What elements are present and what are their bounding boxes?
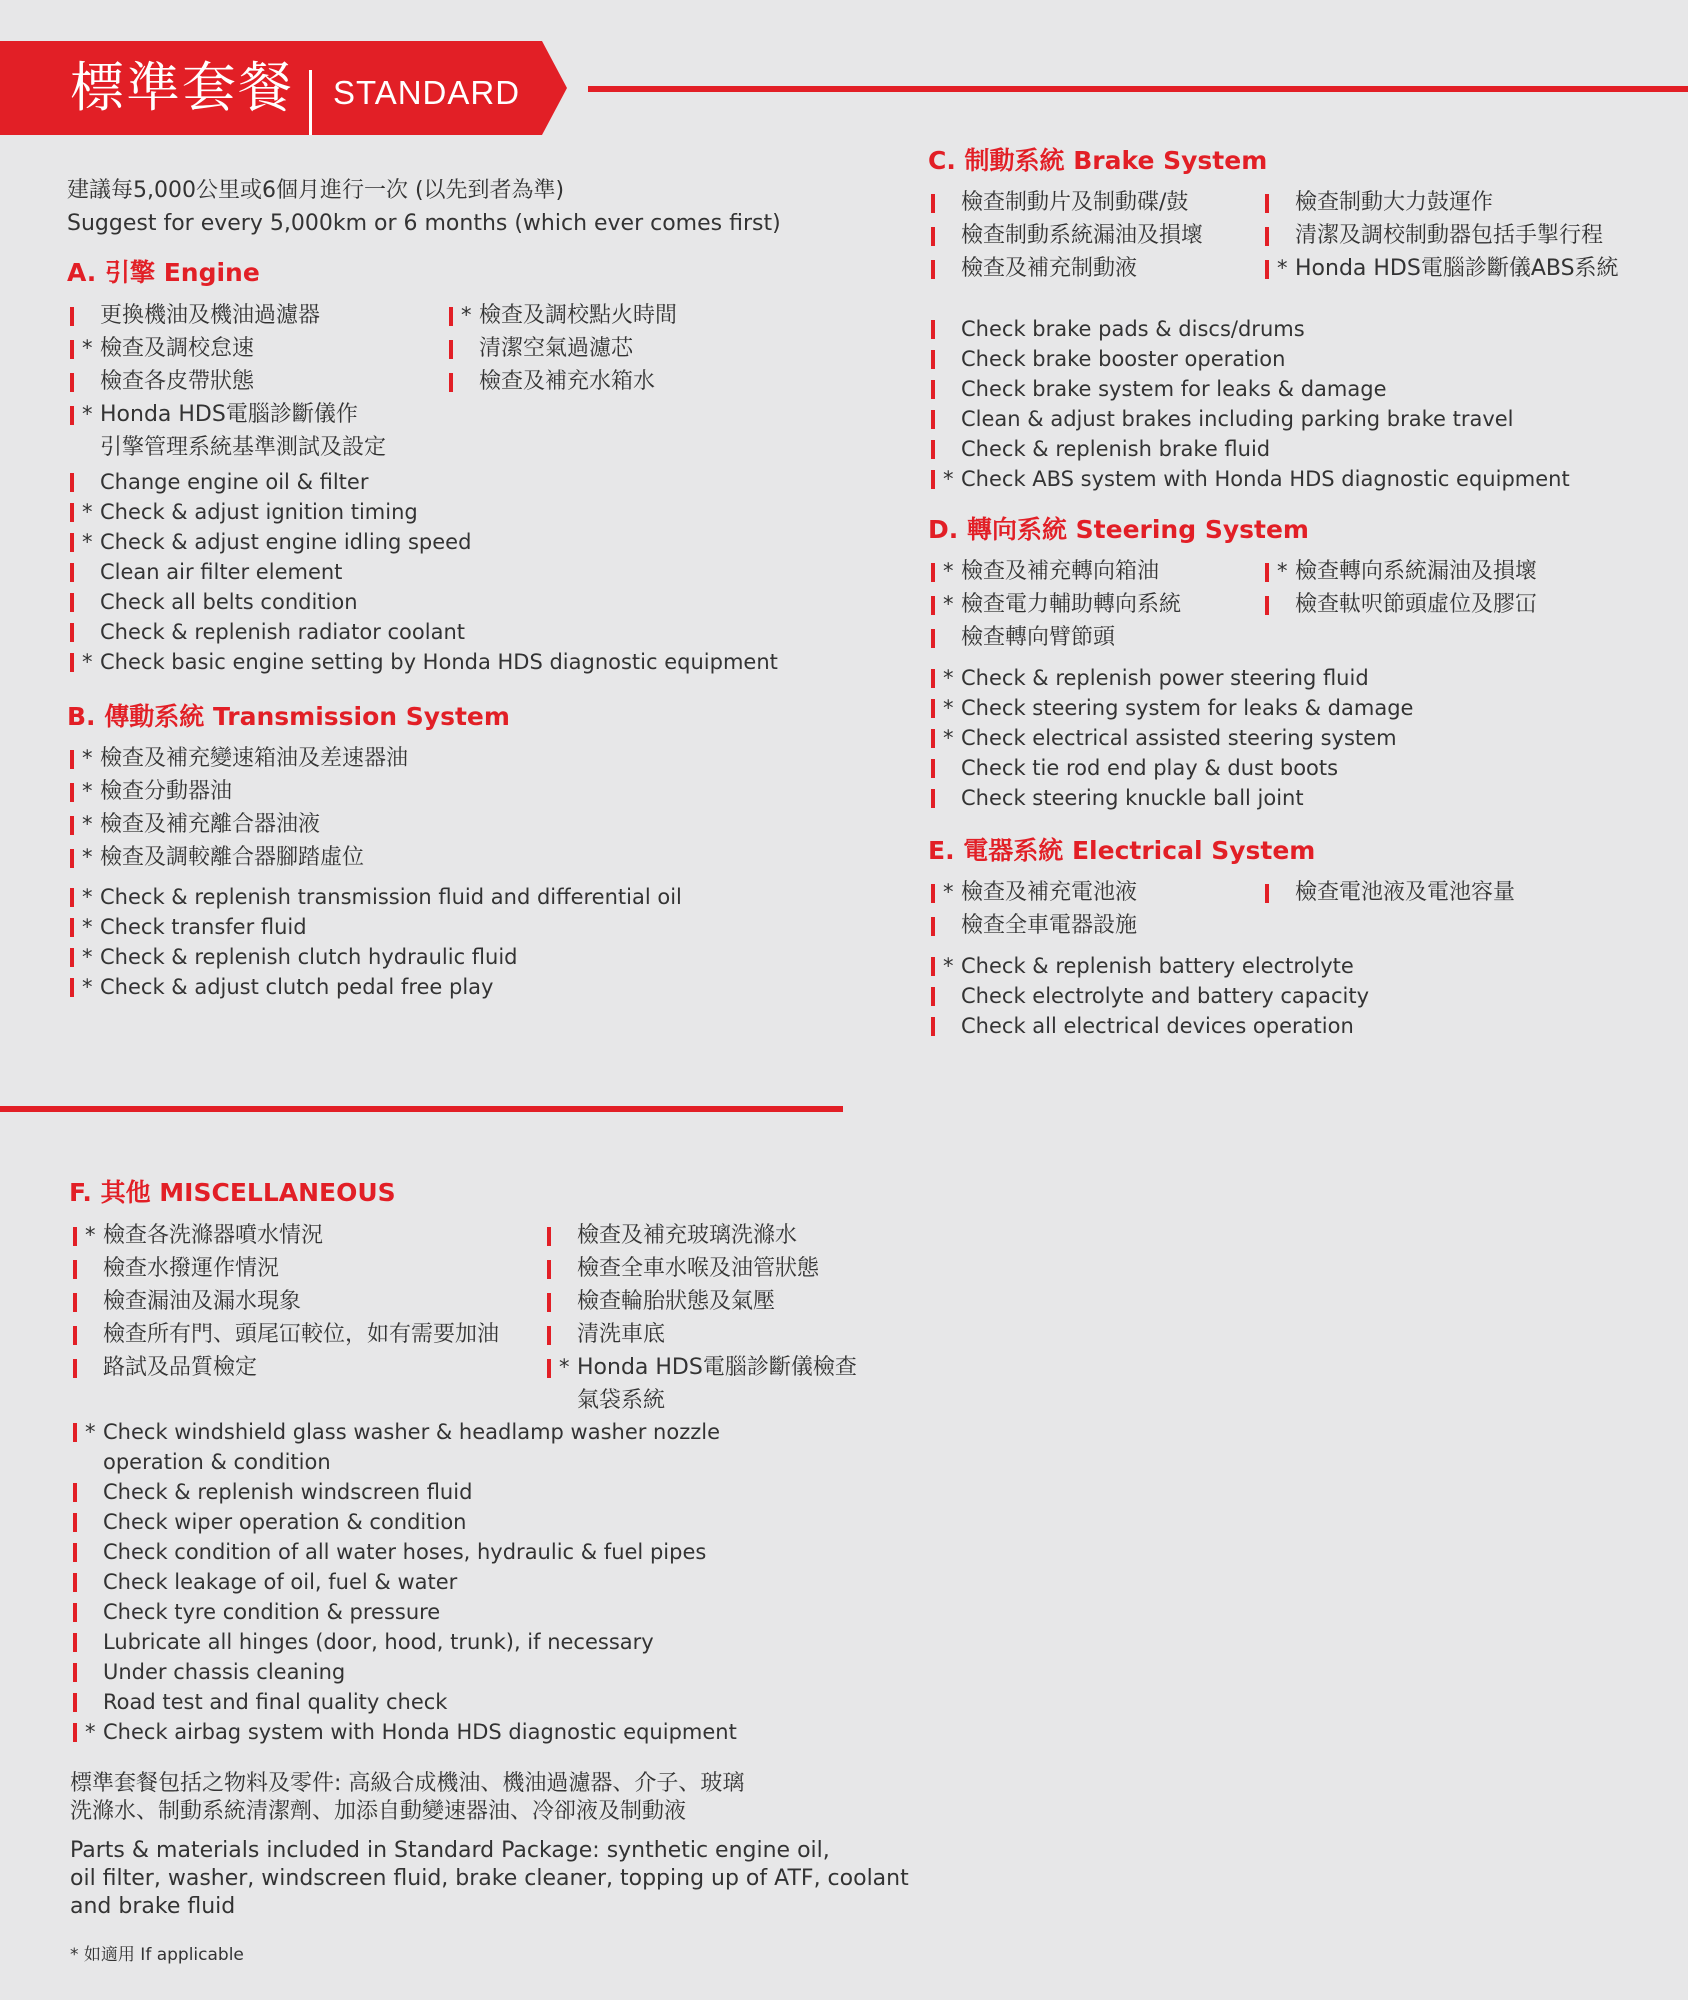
list-item (1262, 186, 1619, 219)
list-item (928, 909, 1137, 942)
list-item-text: Check tie rod end play & dust boots (961, 756, 1339, 780)
list-item-text: 檢查及補充變速箱油及差速器油 (100, 746, 409, 771)
list-item-text: Clean air filter element (100, 560, 343, 584)
list-item (67, 299, 386, 332)
list-item (544, 1252, 857, 1285)
bullet-bar-icon (1265, 596, 1269, 615)
bullet-bar-icon (931, 596, 935, 615)
misc-zh-left (70, 1219, 499, 1384)
transmission-zh (67, 742, 408, 874)
list-item (70, 1537, 737, 1567)
banner-title-zh: 標準套餐 (70, 56, 294, 119)
list-item-text: Check & replenish battery electrolyte (961, 954, 1354, 978)
bullet-bar-icon (1265, 227, 1269, 246)
list-item-text: 檢查漏油及漏水現象 (103, 1289, 302, 1314)
bullet-bar-icon (70, 623, 74, 642)
bullet-bar-icon (70, 340, 74, 359)
list-item (928, 621, 1181, 654)
bullet-bar-icon (931, 917, 935, 936)
bullet-bar-icon (931, 410, 935, 429)
list-item-text: Check all belts condition (100, 590, 358, 614)
list-item (70, 1477, 737, 1507)
list-item (928, 663, 1413, 693)
list-item-text: Check basic engine setting by Honda HDS diagnostic equipment (100, 650, 778, 674)
bullet-bar-icon (70, 888, 74, 907)
intro-zh: 建議每5,000公里或6個月進行一次 (以先到者為準) (67, 178, 565, 203)
electrical-en (928, 951, 1369, 1041)
list-item (1262, 252, 1619, 285)
bullet-bar-icon (70, 533, 74, 552)
list-item-text: Honda HDS電腦診斷儀ABS系統 (1295, 256, 1619, 281)
list-item-text: 檢查制動片及制動碟/鼓 (961, 190, 1189, 215)
list-item-text: 檢查及補充電池液 (961, 880, 1138, 905)
applicable-asterisk: * (82, 812, 93, 836)
list-item-text: Check brake pads & discs/drums (961, 317, 1305, 341)
list-item-text: 檢查軚呎節頭虛位及膠冚 (1295, 592, 1538, 617)
applicable-asterisk: * (82, 746, 93, 770)
applicable-asterisk: * (85, 1223, 96, 1247)
package-note-zh-line2: 洗滌水、制動系統清潔劑、加添自動變速器油、冷卻液及制動液 (70, 1799, 687, 1824)
list-item-text: Check transfer fluid (100, 915, 307, 939)
list-item (928, 783, 1413, 813)
list-item-text: 檢查轉向臂節頭 (961, 625, 1116, 650)
bullet-bar-icon (931, 789, 935, 808)
list-item (67, 742, 408, 775)
list-item-text: 檢查及調校點火時間 (479, 303, 678, 328)
bullet-bar-icon (931, 260, 935, 279)
bullet-bar-icon (73, 1483, 77, 1502)
bullet-bar-icon (931, 440, 935, 459)
applicable-asterisk: * (82, 402, 93, 426)
list-item-text: 檢查全車電器設施 (961, 913, 1138, 938)
list-item-text: Check wiper operation & condition (103, 1510, 467, 1534)
bullet-bar-icon (70, 373, 74, 392)
list-item (70, 1567, 737, 1597)
bullet-bar-icon (70, 849, 74, 868)
list-item (70, 1219, 499, 1252)
bullet-bar-icon (70, 653, 74, 672)
list-item-text: 檢查所有門、頭尾冚較位，如有需要加油 (103, 1322, 500, 1347)
list-item-text: 氣袋系統 (577, 1388, 666, 1413)
bullet-bar-icon (931, 1017, 935, 1036)
list-item (67, 808, 408, 841)
list-item (67, 527, 778, 557)
bullet-bar-icon (547, 1326, 551, 1345)
list-item-text: 清洗車底 (577, 1322, 666, 1347)
bullet-bar-icon (547, 1227, 551, 1246)
header-rule (588, 86, 1688, 92)
list-item (928, 951, 1369, 981)
list-item (928, 374, 1570, 404)
list-item (446, 332, 677, 365)
list-item-text: 檢查制動系統漏油及損壞 (961, 223, 1204, 248)
section-divider (0, 1106, 843, 1112)
list-item (544, 1285, 857, 1318)
list-item-text: Check leakage of oil, fuel & water (103, 1570, 458, 1594)
list-item-text: Check airbag system with Honda HDS diagnostic equipment (103, 1720, 737, 1744)
bullet-bar-icon (931, 350, 935, 369)
list-item (70, 1252, 499, 1285)
package-note-en (70, 1837, 909, 1921)
engine-en (67, 467, 778, 677)
bullet-bar-icon (931, 320, 935, 339)
bullet-bar-icon (931, 699, 935, 718)
bullet-bar-icon (70, 307, 74, 326)
package-note-zh-line1: 標準套餐包括之物料及零件: 高級合成機油、機油過濾器、介子、玻璃 (70, 1771, 745, 1796)
bullet-bar-icon (70, 593, 74, 612)
bullet-bar-icon (73, 1423, 77, 1442)
list-item-text: 路試及品質檢定 (103, 1355, 258, 1380)
list-item (544, 1219, 857, 1252)
list-item (544, 1318, 857, 1351)
list-item (928, 344, 1570, 374)
applicable-asterisk: * (943, 467, 954, 491)
bullet-bar-icon (73, 1603, 77, 1622)
list-item (928, 219, 1203, 252)
list-item (928, 693, 1413, 723)
applicable-asterisk: * (82, 650, 93, 674)
list-item-text: 檢查及補充水箱水 (479, 369, 656, 394)
applicable-asterisk: * (85, 1720, 96, 1744)
intro-en: Suggest for every 5,000km or 6 months (which ever comes first) (67, 211, 781, 236)
brake-en (928, 314, 1570, 494)
list-item-text: 檢查及補充離合器油液 (100, 812, 321, 837)
bullet-bar-icon (70, 783, 74, 802)
bullet-bar-icon (70, 503, 74, 522)
bullet-bar-icon (73, 1326, 77, 1345)
bullet-bar-icon (73, 1573, 77, 1592)
bullet-bar-icon (931, 629, 935, 648)
list-item-text: 檢查輪胎狀態及氣壓 (577, 1289, 776, 1314)
bullet-bar-icon (70, 948, 74, 967)
list-item (928, 753, 1413, 783)
applicable-asterisk: * (1277, 559, 1288, 583)
bullet-bar-icon (931, 957, 935, 976)
list-item (67, 587, 778, 617)
list-item (70, 1318, 499, 1351)
applicable-asterisk: * (559, 1355, 570, 1379)
engine-heading: A. 引擎 Engine (67, 258, 260, 287)
list-item-text: Check brake system for leaks & damage (961, 377, 1387, 401)
bullet-bar-icon (449, 307, 453, 326)
bullet-bar-icon (70, 816, 74, 835)
bullet-bar-icon (547, 1260, 551, 1279)
banner-divider (309, 70, 312, 135)
list-item-text: 引擎管理系統基準測試及設定 (100, 435, 387, 460)
electrical-zh-right (1262, 876, 1515, 909)
brake-zh-left (928, 186, 1203, 285)
list-item-text: 檢查水撥運作情況 (103, 1256, 280, 1281)
bullet-bar-icon (931, 563, 935, 582)
list-item-text: Check electrolyte and battery capacity (961, 984, 1370, 1008)
list-item (928, 588, 1181, 621)
list-item-text: Clean & adjust brakes including parking brake travel (961, 407, 1514, 431)
list-item-text: 檢查及調較離合器腳踏虛位 (100, 845, 365, 870)
bullet-bar-icon (73, 1543, 77, 1562)
list-item (928, 1011, 1369, 1041)
list-item (928, 876, 1137, 909)
applicable-asterisk: * (1277, 256, 1288, 280)
applicable-asterisk: * (461, 303, 472, 327)
list-item (928, 252, 1203, 285)
misc-heading: F. 其他 MISCELLANEOUS (69, 1178, 396, 1207)
list-item (928, 555, 1181, 588)
bullet-bar-icon (73, 1260, 77, 1279)
list-item-text: Change engine oil & filter (100, 470, 369, 494)
list-item (1262, 588, 1537, 621)
intro (67, 174, 781, 240)
list-item-text: Check & adjust clutch pedal free play (100, 975, 494, 999)
bullet-bar-icon (931, 729, 935, 748)
applicable-asterisk: * (82, 915, 93, 939)
list-item (928, 186, 1203, 219)
list-item (67, 972, 682, 1002)
list-item-text: 清潔及調校制動器包括手掣行程 (1295, 223, 1604, 248)
list-item (67, 617, 778, 647)
bullet-bar-icon (931, 884, 935, 903)
electrical-zh-left (928, 876, 1137, 942)
list-item-text: 檢查全車水喉及油管狀態 (577, 1256, 820, 1281)
list-item (67, 332, 386, 365)
bullet-bar-icon (547, 1293, 551, 1312)
list-item-text: Road test and final quality check (103, 1690, 448, 1714)
list-item-text: 檢查轉向系統漏油及損壞 (1295, 559, 1538, 584)
list-item-text: Check & replenish radiator coolant (100, 620, 465, 644)
bullet-bar-icon (1265, 884, 1269, 903)
list-item-text: Under chassis cleaning (103, 1660, 346, 1684)
list-item (1262, 876, 1515, 909)
applicable-asterisk: * (943, 696, 954, 720)
list-item (67, 912, 682, 942)
list-item (67, 467, 778, 497)
list-item (67, 841, 408, 874)
list-item (928, 723, 1413, 753)
bullet-bar-icon (449, 373, 453, 392)
bullet-bar-icon (547, 1359, 551, 1378)
list-item (70, 1657, 737, 1687)
list-item (544, 1384, 857, 1417)
applicable-asterisk: * (943, 666, 954, 690)
bullet-bar-icon (73, 1693, 77, 1712)
list-item-text: Honda HDS電腦診斷儀作 (100, 402, 358, 427)
applicable-asterisk: * (943, 726, 954, 750)
transmission-en (67, 882, 682, 1002)
list-item (928, 314, 1570, 344)
bullet-bar-icon (1265, 563, 1269, 582)
list-item-text: 清潔空氣過濾芯 (479, 336, 634, 361)
list-item (70, 1351, 499, 1384)
bullet-bar-icon (73, 1227, 77, 1246)
list-item-text: Check steering system for leaks & damage (961, 696, 1414, 720)
list-item-text: Check & replenish brake fluid (961, 437, 1271, 461)
list-item-text: Check & adjust engine idling speed (100, 530, 472, 554)
list-item-text: Honda HDS電腦診斷儀檢查 (577, 1355, 857, 1380)
bullet-bar-icon (1265, 260, 1269, 279)
bullet-bar-icon (931, 669, 935, 688)
bullet-bar-icon (931, 759, 935, 778)
applicable-asterisk: * (943, 880, 954, 904)
list-item-text: 檢查電池液及電池容量 (1295, 880, 1516, 905)
bullet-bar-icon (73, 1513, 77, 1532)
bullet-bar-icon (73, 1723, 77, 1742)
list-item (67, 942, 682, 972)
list-item (928, 981, 1369, 1011)
list-item-text: 檢查制動大力鼓運作 (1295, 190, 1494, 215)
list-item (70, 1627, 737, 1657)
list-item (67, 431, 386, 464)
bullet-bar-icon (449, 340, 453, 359)
misc-zh-right (544, 1219, 857, 1417)
applicable-asterisk: * (943, 559, 954, 583)
list-item (67, 882, 682, 912)
list-item-text: Check & replenish clutch hydraulic fluid (100, 945, 518, 969)
bullet-bar-icon (931, 227, 935, 246)
applicable-asterisk: * (82, 975, 93, 999)
list-item (446, 299, 677, 332)
applicable-asterisk: * (82, 530, 93, 554)
list-item-text: Lubricate all hinges (door, hood, trunk), if necessary (103, 1630, 654, 1654)
list-item (1262, 555, 1537, 588)
bullet-bar-icon (1265, 194, 1269, 213)
package-note-en-line3: and brake fluid (70, 1894, 236, 1919)
list-item (70, 1597, 737, 1627)
list-item-text: operation & condition (103, 1450, 331, 1474)
list-item-text: Check all electrical devices operation (961, 1014, 1354, 1038)
bullet-bar-icon (73, 1663, 77, 1682)
list-item-text: 檢查及補充轉向箱油 (961, 559, 1160, 584)
steering-en (928, 663, 1413, 813)
package-note-en-line2: oil filter, washer, windscreen fluid, brake cleaner, topping up of ATF, coolant (70, 1866, 909, 1891)
list-item-text: Check condition of all water hoses, hydraulic & fuel pipes (103, 1540, 707, 1564)
list-item (928, 404, 1570, 434)
list-item-text: 檢查各洗滌器噴水情況 (103, 1223, 324, 1248)
applicable-asterisk: * (943, 592, 954, 616)
steering-zh-right (1262, 555, 1537, 621)
bullet-bar-icon (931, 470, 935, 489)
list-item-text: 更換機油及機油過濾器 (100, 303, 321, 328)
list-item (70, 1285, 499, 1318)
list-item-text: Check brake booster operation (961, 347, 1286, 371)
list-item-text: Check tyre condition & pressure (103, 1600, 441, 1624)
list-item-text: Check electrical assisted steering system (961, 726, 1397, 750)
list-item (1262, 219, 1619, 252)
brake-heading: C. 制動系統 Brake System (928, 146, 1268, 175)
applicable-asterisk: * (82, 945, 93, 969)
bullet-bar-icon (70, 750, 74, 769)
applicable-asterisk: * (82, 845, 93, 869)
engine-zh-left (67, 299, 386, 464)
bullet-bar-icon (70, 473, 74, 492)
list-item (928, 434, 1570, 464)
list-item (70, 1687, 737, 1717)
bullet-bar-icon (931, 987, 935, 1006)
misc-en (70, 1417, 737, 1747)
list-item-text: 檢查各皮帶狀態 (100, 369, 255, 394)
list-item-text: 檢查分動器油 (100, 779, 233, 804)
applicable-asterisk: * (82, 779, 93, 803)
list-item (70, 1507, 737, 1537)
list-item-text: Check steering knuckle ball joint (961, 786, 1304, 810)
list-item-text: 檢查電力輔助轉向系統 (961, 592, 1182, 617)
list-item (70, 1717, 737, 1747)
list-item-text: 檢查及補充制動液 (961, 256, 1138, 281)
bullet-bar-icon (931, 380, 935, 399)
list-item (67, 365, 386, 398)
footnote: * 如適用 If applicable (70, 1945, 244, 1965)
list-item-text: Check & replenish power steering fluid (961, 666, 1369, 690)
applicable-asterisk: * (82, 500, 93, 524)
list-item (446, 365, 677, 398)
list-item (67, 398, 386, 431)
list-item (544, 1351, 857, 1384)
engine-zh-right (446, 299, 677, 398)
list-item (70, 1447, 737, 1477)
list-item (67, 775, 408, 808)
bullet-bar-icon (931, 194, 935, 213)
bullet-bar-icon (73, 1293, 77, 1312)
bullet-bar-icon (73, 1359, 77, 1378)
applicable-asterisk: * (85, 1420, 96, 1444)
package-note-en-line1: Parts & materials included in Standard Package: synthetic engine oil, (70, 1838, 830, 1863)
bullet-bar-icon (70, 978, 74, 997)
banner-title-en: STANDARD (333, 74, 521, 111)
list-item (67, 647, 778, 677)
package-note-zh (70, 1770, 744, 1826)
list-item (67, 557, 778, 587)
applicable-asterisk: * (82, 336, 93, 360)
list-item (70, 1417, 737, 1447)
list-item-text: Check & adjust ignition timing (100, 500, 418, 524)
transmission-heading: B. 傳動系統 Transmission System (67, 702, 510, 731)
list-item-text: Check & replenish transmission fluid and differential oil (100, 885, 682, 909)
bullet-bar-icon (70, 563, 74, 582)
list-item-text: Check ABS system with Honda HDS diagnostic equipment (961, 467, 1570, 491)
steering-heading: D. 轉向系統 Steering System (928, 515, 1309, 544)
list-item-text: Check windshield glass washer & headlamp washer nozzle (103, 1420, 721, 1444)
list-item-text: 檢查及調校怠速 (100, 336, 255, 361)
bullet-bar-icon (73, 1633, 77, 1652)
list-item-text: 檢查及補充玻璃洗滌水 (577, 1223, 798, 1248)
applicable-asterisk: * (82, 885, 93, 909)
list-item (67, 497, 778, 527)
bullet-bar-icon (70, 406, 74, 425)
applicable-asterisk: * (943, 954, 954, 978)
list-item-text: Check & replenish windscreen fluid (103, 1480, 473, 1504)
list-item (928, 464, 1570, 494)
brake-zh-right (1262, 186, 1619, 285)
steering-zh-left (928, 555, 1181, 654)
bullet-bar-icon (70, 918, 74, 937)
electrical-heading: E. 電器系統 Electrical System (928, 836, 1316, 865)
